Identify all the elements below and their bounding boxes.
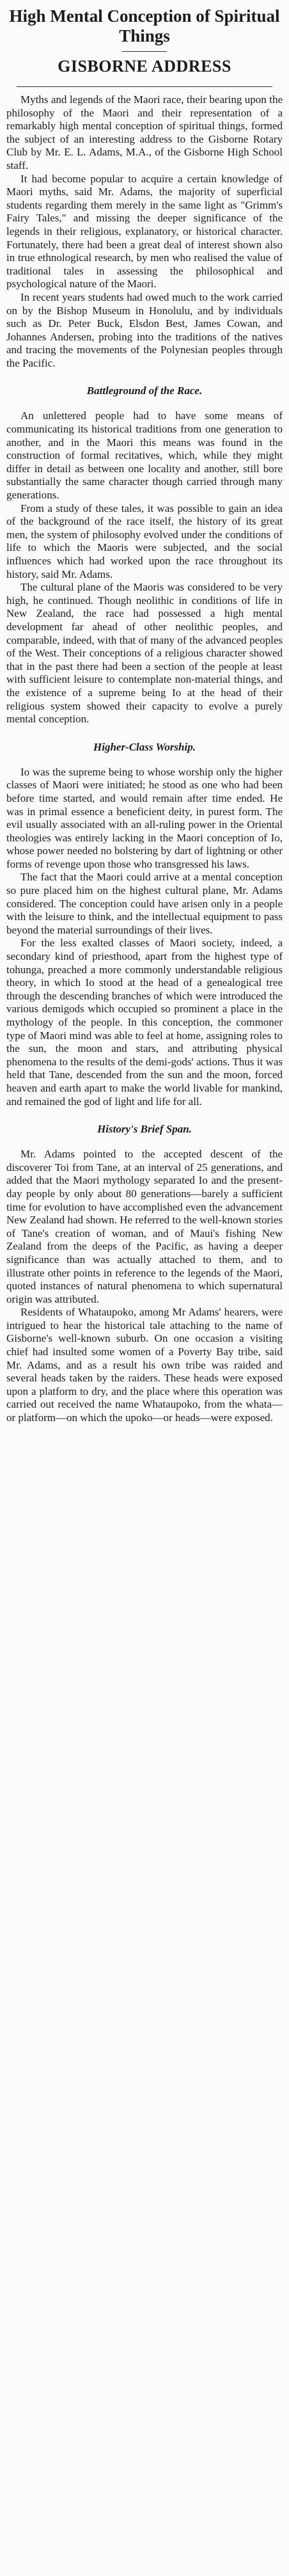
article-headline: High Mental Conception of Spiritual Things bbox=[9, 6, 280, 45]
section-battleground bbox=[6, 384, 283, 726]
paragraph: From a study of these tales, it was possible to gain an idea of the background of the race itself, the history of its great men, the system of philosophy evolved under the conditions of life to which the Maoris were subjected, and the social influences which had worked upon the race throughout its history, said Mr. Adams. bbox=[6, 502, 283, 580]
paragraph: An unlettered people had to have some means of communicating its historical traditions from one generation to another, and in the Maori this means was found in the construction of formal recitatives, which, while they might differ in detail as between one locality and another, still bore substantially the same character though carried through many generations. bbox=[6, 409, 283, 502]
paragraph: Myths and legends of the Maori race, their bearing upon the philosophy of the Maori and their representation of a remarkably high mental conception of spiritual things, formed the subject of an interesting address to the Gisborne Rotary Club by Mr. E. L. Adams, M.A., of the Gisborne High School staff. bbox=[6, 93, 283, 171]
section-intro bbox=[6, 93, 283, 370]
headline-divider bbox=[122, 51, 167, 52]
paragraph: The fact that the Maori could arrive at a mental conception so pure placed him on the highest cultural plane, Mr. Adams considered. The conception could have arisen only in a people with the leisure to think, and the intellectual equipment to pass beyond the material surroundings of their lives. bbox=[6, 871, 283, 936]
section-heading: Higher-Class Worship. bbox=[93, 740, 196, 753]
subheadline-divider bbox=[17, 86, 272, 87]
section-heading: History's Brief Span. bbox=[97, 1123, 192, 1136]
section-history-brief-span bbox=[6, 1122, 283, 1424]
paragraph: It had become popular to acquire a certain knowledge of Maori myths, said Mr. Adams, the majority of superficial students regarding them merely in the same light as "Grimm's Fairy Tales," and missing the deeper significance of the legends in their religious, explanatory, or historical character. Fortunately, there had been a great deal of interest shown also in true ethnological research, by men who realised the value of traditional tales in assessing the philosophical and psychological nature of the Maori. bbox=[6, 172, 283, 290]
paragraph: Residents of Whataupoko, among Mr Adams' hearers, were intrigued to hear the historical tale attaching to the name of Gisborne's well-known suburb. On one occasion a visiting chief had insulted some women of a Poverty Bay tribe, said Mr. Adams, and as a result his own tribe was raided and several heads taken by the raiders. These heads were exposed upon a platform to dry, and the place where this operation was carried out received the name Whataupoko, from the whata—or platform—on which the upoko—or heads—were exposed. bbox=[6, 1306, 283, 1424]
paragraph: The cultural plane of the Maoris was considered to be very high, he continued. Though neolithic in conditions of life in New Zealand, the race had possessed a high mental development far ahead of other neolithic peoples, and comparable, indeed, with that of many of the advanced peoples of the West. Their conceptions of a religious character showed that in the past there had been a section of the people at least with sufficient leisure to contemplate non-material things, and the existence of a supreme being Io at the head of their religious system showed their capacity to evolve a purely mental conception. bbox=[6, 581, 283, 726]
paragraph: Io was the supreme being to whose worship only the higher classes of Maori were initiated; he stood as one who had been before time started, and would remain after time ended. He was in primal essence a beneficient deity, in purest form. The evil usually associated with an all-ruling power in the Oriental theologies was entirely lacking in the Maori conception of Io, whose power needed no bolstering by dart of lightning or other forms of revenge upon those who transgressed his laws. bbox=[6, 765, 283, 870]
paragraph: Mr. Adams pointed to the accepted descent of the discoverer Toi from Tane, at an interval of 25 generations, and added that the Maori mythology separated Io and the present-day people by only about 80 generations—barely a sufficient time for evolution to have accomplished even the advancement New Zealand had shown. He referred to the well-known stories of Tane's creation of woman, and of Maui's fishing New Zealand from the deeps of the Pacific, as having a deeper significance than was actually attached to them, and to illustrate other points in reference to the legends of the Maori, quoted instances of natural phenomena to which supernatural origin was attributed. bbox=[6, 1148, 283, 1305]
paragraph: In recent years students had owed much to the work carried on by the Bishop Museum in Honolulu, and by individuals such as Dr. Peter Buck, Elsdon Best, James Cowan, and Johannes Andersen, probing into the traditions of the natives and tracing the movements of the Polynesian peoples through the Pacific. bbox=[6, 290, 283, 369]
article-subheadline: GISBORNE ADDRESS bbox=[58, 57, 231, 76]
paragraph: For the less exalted classes of Maori society, indeed, a secondary kind of priesthood, apart from the highest type of tohunga, preached a more commonly understandable religious theory, in which Io stood at the head of a genealogical tree through the descending branches of which were introduced the various demigods which occupied so prominent a place in the mythology of the people. In this conception, the commoner type of Maori mind was able to feel at home, assigning roles to the sun, the moon and stars, and attributing physical phenomena to the results of the demi-gods' actions. Thus it was held that Tane, descended from the sun and the moon, forced heaven and earth apart to make the world livable for mankind, and remained the god of light and life for all. bbox=[6, 937, 283, 1108]
section-higher-class-worship bbox=[6, 740, 283, 1108]
section-heading: Battleground of the Race. bbox=[86, 385, 203, 397]
